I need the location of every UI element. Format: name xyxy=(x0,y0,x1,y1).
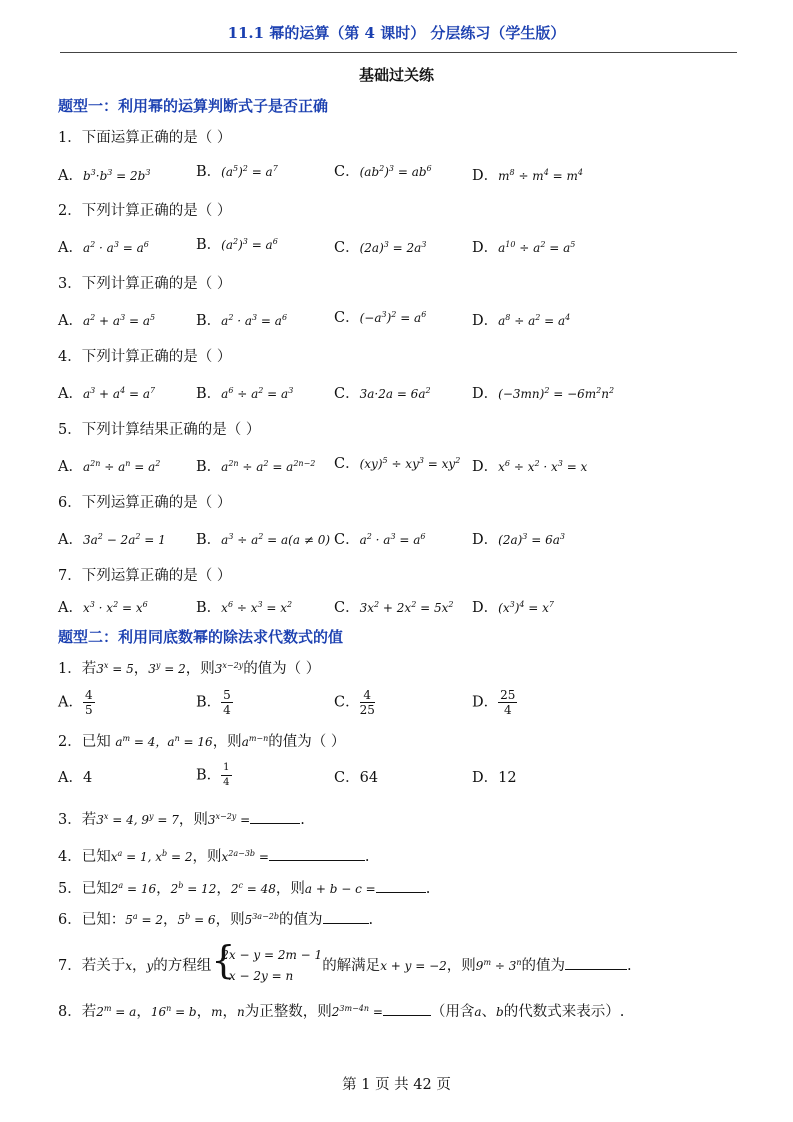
question-7-stem: 7．下列运算正确的是（ ） xyxy=(58,568,232,584)
q1-option-d[interactable]: D．$m^8 \div m^4 = m^4$ xyxy=(472,168,583,184)
q2-option-a[interactable]: A．$a^2 \cdot a^3 = a^6$ xyxy=(58,240,149,256)
page-footer: 第 1 页 共 42 页 xyxy=(342,1077,451,1093)
question-3-stem: 3．下列计算正确的是（ ） xyxy=(58,276,232,292)
t2-question-2-stem: 2．已知 $a^m = 4$，$a^n = 16$，则$a^{m-n}$的值为（ ） xyxy=(58,734,346,750)
q5-option-c[interactable]: C．$(xy)^5 \div xy^3 = xy^2$ xyxy=(334,456,461,472)
q7-option-c[interactable]: C．$3x^2 + 2x^2 = 5x^2$ xyxy=(334,600,454,616)
q3-option-a[interactable]: A．$a^2 + a^3 = a^5$ xyxy=(58,313,156,329)
question-2-stem: 2．下列计算正确的是（ ） xyxy=(58,203,232,219)
q5-option-a[interactable]: A．$a^{2n} \div a^n = a^2$ xyxy=(58,459,161,475)
q2-option-b[interactable]: B．$(a^2)^3 = a^6$ xyxy=(196,237,278,253)
t2q1-option-a[interactable]: A． $\frac{4}{5}$ xyxy=(58,688,93,717)
q7-option-b[interactable]: B．$x^6 \div x^3 = x^2$ xyxy=(196,600,293,616)
type2-title: 题型二：利用同底数幂的除法求代数式的值 xyxy=(58,628,344,646)
t2q2-option-b[interactable]: B． $\frac{1}{4}$ xyxy=(196,762,230,788)
t2q3-answer-blank[interactable] xyxy=(250,823,300,824)
t2-question-5: 5．已知$2^a = 16$，$2^b = 12$，$2^c = 48$，则a + b − c = . xyxy=(58,881,431,897)
question-1-stem: 1．下面运算正确的是（ ） xyxy=(58,130,232,146)
t2q2-option-a[interactable]: A．4 xyxy=(58,770,93,786)
q6-option-c[interactable]: C．$a^2 \cdot a^3 = a^6$ xyxy=(334,532,426,548)
q6-option-d[interactable]: D．$(2a)^3 = 6a^3$ xyxy=(472,532,565,548)
t2-question-8: 8．若$2^m = a$，$16^n = b$，m，n为正整数，则$2^{3m-4n}$ = （用含a、b的代数式来表示）. xyxy=(58,1004,625,1020)
q1-option-c[interactable]: C．$(ab^2)^3 = ab^6$ xyxy=(334,164,432,180)
t2-question-3: 3．若$3^x = 4$, $9^y = 7$，则$3^{x-2y}$ = . xyxy=(58,812,305,828)
q1-option-b[interactable]: B．$(a^5)^2 = a^7$ xyxy=(196,164,278,180)
section-title: 基础过关练 xyxy=(358,66,434,84)
t2q1-option-b[interactable]: B． $\frac{5}{4}$ xyxy=(196,688,231,717)
t2q7-answer-blank[interactable] xyxy=(565,969,627,970)
document-header: 11.1 幂的运算（第 4 课时） 分层练习（学生版） xyxy=(227,24,566,42)
q5-option-b[interactable]: B．$a^{2n} \div a^2 = a^{2n-2}$ xyxy=(196,459,316,475)
header-rule xyxy=(60,52,737,53)
t2-question-6: 6．已知：$5^a = 2$，$5^b = 6$，则$5^{3a-2b}$的值为 . xyxy=(58,912,374,928)
q2-option-c[interactable]: C．$(2a)^3 = 2a^3$ xyxy=(334,240,427,256)
q6-option-a[interactable]: A．$3a^2 - 2a^2 = 1$ xyxy=(58,532,166,548)
q2-option-d[interactable]: D．$a^{10} \div a^2 = a^5$ xyxy=(472,240,576,256)
t2-question-1-stem: 1．若$3^x = 5$，$3^y = 2$，则$3^{x-2y}$的值为（ ） xyxy=(58,661,321,677)
q3-option-d[interactable]: D．$a^8 \div a^2 = a^4$ xyxy=(472,313,571,329)
q4-option-d[interactable]: D．$(-3mn)^2 = -6m^2n^2$ xyxy=(472,386,615,402)
q7-option-d[interactable]: D．$(x^3)^4 = x^7$ xyxy=(472,600,555,616)
q6-option-b[interactable]: B．$a^3 \div a^2 = a(a \ne 0)$ xyxy=(196,532,331,548)
q1-option-a[interactable]: A．$b^3\cdot b^3 = 2b^3$ xyxy=(58,168,151,184)
type1-title: 题型一：利用幂的运算判断式子是否正确 xyxy=(58,97,329,115)
q7-option-a[interactable]: A．$x^3 \cdot x^2 = x^6$ xyxy=(58,600,148,616)
q4-option-c[interactable]: C．$3a\cdot 2a = 6a^2$ xyxy=(334,386,431,402)
q4-option-b[interactable]: B．$a^6 \div a^2 = a^3$ xyxy=(196,386,294,402)
t2-question-4: 4．已知$x^a = 1$, $x^b = 2$，则$x^{2a-3b}$ = . xyxy=(58,849,370,865)
question-6-stem: 6．下列运算正确的是（ ） xyxy=(58,495,232,511)
t2q5-answer-blank[interactable] xyxy=(376,892,426,893)
t2q1-option-d[interactable]: D． $\frac{25}{4}$ xyxy=(472,688,516,717)
t2q8-answer-blank[interactable] xyxy=(383,1015,431,1016)
q3-option-b[interactable]: B．$a^2 \cdot a^3 = a^6$ xyxy=(196,313,288,329)
q5-option-d[interactable]: D．$x^6 \div x^2 \cdot x^3 = x$ xyxy=(472,459,588,475)
t2q6-answer-blank[interactable] xyxy=(323,923,369,924)
t2q4-answer-blank[interactable] xyxy=(269,860,365,861)
q3-option-c[interactable]: C．$(-a^3)^2 = a^6$ xyxy=(334,310,427,326)
equation-system: { 2x − y = 2m − 1 x − 2y = n xyxy=(211,938,323,983)
question-4-stem: 4．下列计算正确的是（ ） xyxy=(58,349,232,365)
q4-option-a[interactable]: A．$a^3 + a^4 = a^7$ xyxy=(58,386,156,402)
t2-question-7: 7．若关于x，y的方程组 { 2x − y = 2m − 1 x − 2y = n 的解满足x + y = −2，则$9^m \div 3^n$的值为 . xyxy=(58,945,632,987)
t2q2-option-d[interactable]: D．12 xyxy=(472,770,517,786)
question-5-stem: 5．下列计算结果正确的是（ ） xyxy=(58,422,261,438)
t2q2-option-c[interactable]: C．64 xyxy=(334,770,379,786)
t2q1-option-c[interactable]: C． $\frac{4}{25}$ xyxy=(334,688,375,717)
